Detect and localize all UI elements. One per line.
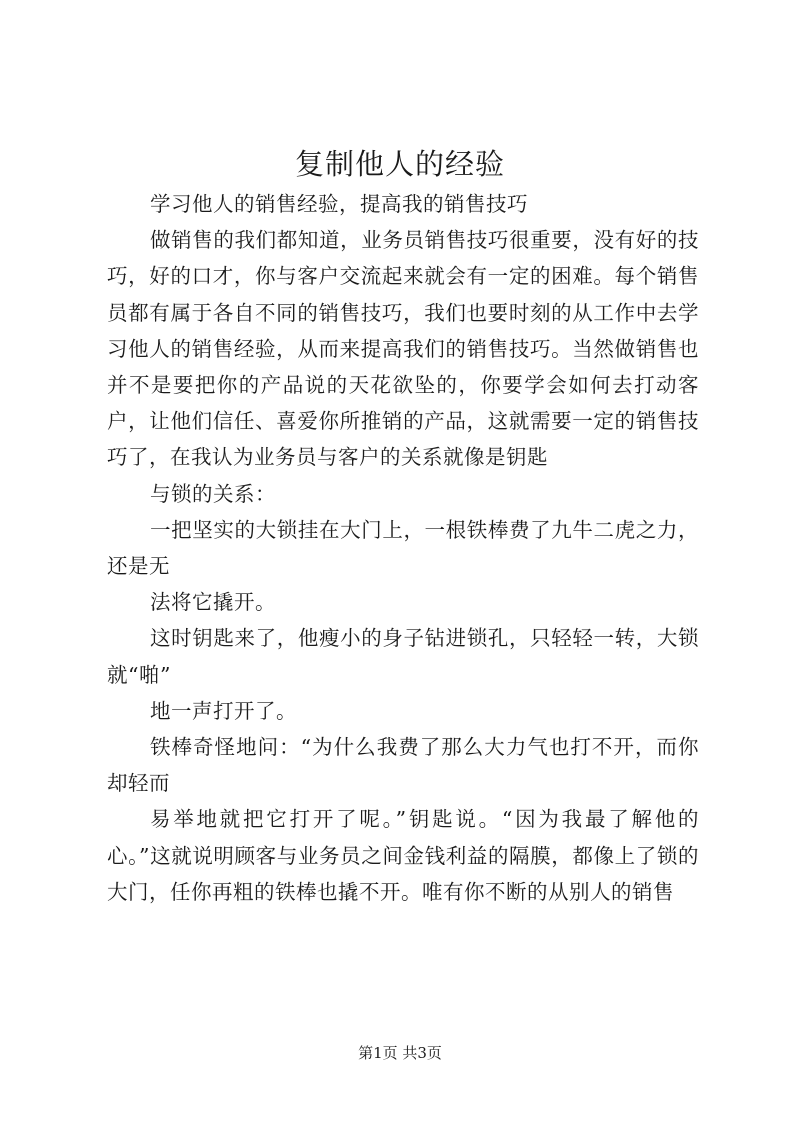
document-title: 复制他人的经验 bbox=[294, 147, 505, 181]
document-body bbox=[107, 186, 699, 910]
page-number-footer: 第1页 共3页 bbox=[358, 1044, 442, 1062]
paragraph-cannot-open: 法将它撬开。 bbox=[150, 590, 276, 615]
paragraph-question: 铁棒奇怪地问：“为什么我费了那么大力气也打不开，而你却轻而 bbox=[107, 735, 699, 796]
paragraph-iron-bar: 一把坚实的大锁挂在大门上，一根铁棒费了九牛二虎之力，还是无 bbox=[107, 517, 699, 579]
paragraph-key-arrives: 这时钥匙来了，他瘦小的身子钻进锁孔，只轻轻一转，大锁就“啪” bbox=[107, 626, 699, 687]
paragraph-answer: 易举地就把它打开了呢。”钥匙说。“因为我最了解他的心。”这就说明顾客与业务员之间金钱利益的隔膜，都像上了锁的大门，任你再粗的铁棒也撬不开。唯有你不断的从别人的销售 bbox=[107, 807, 699, 904]
paragraph-subtitle: 学习他人的销售经验，提高我的销售技巧 bbox=[150, 192, 528, 216]
paragraph-intro: 做销售的我们都知道，业务员销售技巧很重要，没有好的技巧，好的口才，你与客户交流起来就会有一定的困难。每个销售员都有属于各自不同的销售技巧，我们也要时刻的从工作中去学习他人的销售经验，从而来提高我们的销售技巧。当然做销售也并不是要把你的产品说的天花欲坠的，你要学会如何去打动客户，让他们信任、喜爱你所推销的产品，这就需要一定的销售技巧了，在我认为业务员与客户的关系就像是钥匙 bbox=[107, 228, 699, 470]
paragraph-lock-relation: 与锁的关系： bbox=[150, 481, 276, 506]
paragraph-opened: 地一声打开了。 bbox=[150, 698, 297, 723]
